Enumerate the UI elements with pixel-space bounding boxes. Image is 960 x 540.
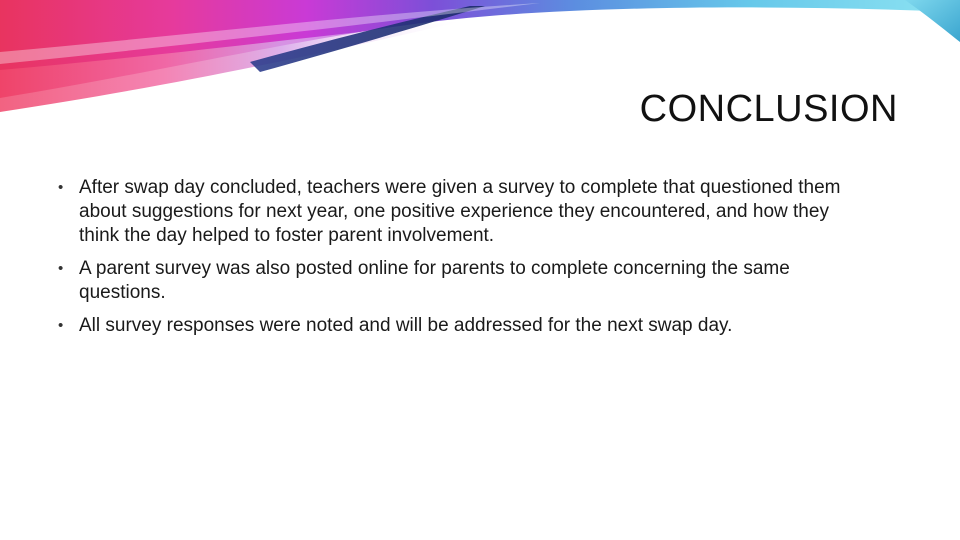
bullet-text: All survey responses were noted and will be addressed for the next swap day. [79,315,733,336]
bullet-list [58,176,858,347]
slide-title: CONCLUSION [639,88,898,130]
bullet-dot-icon: • [58,317,64,334]
bullet-text: After swap day concluded, teachers were given a survey to complete that questioned them about suggestions for next year, one positive experience they encountered, and how they think the day helped to foster parent involvement. [79,177,841,246]
bullet-dot-icon: • [58,260,64,277]
bullet-text: A parent survey was also posted online for parents to complete concerning the same questions. [79,258,790,303]
bullet-item [58,176,858,248]
bullet-item [58,314,858,338]
bullet-item [58,257,858,305]
bullet-dot-icon: • [58,179,64,196]
